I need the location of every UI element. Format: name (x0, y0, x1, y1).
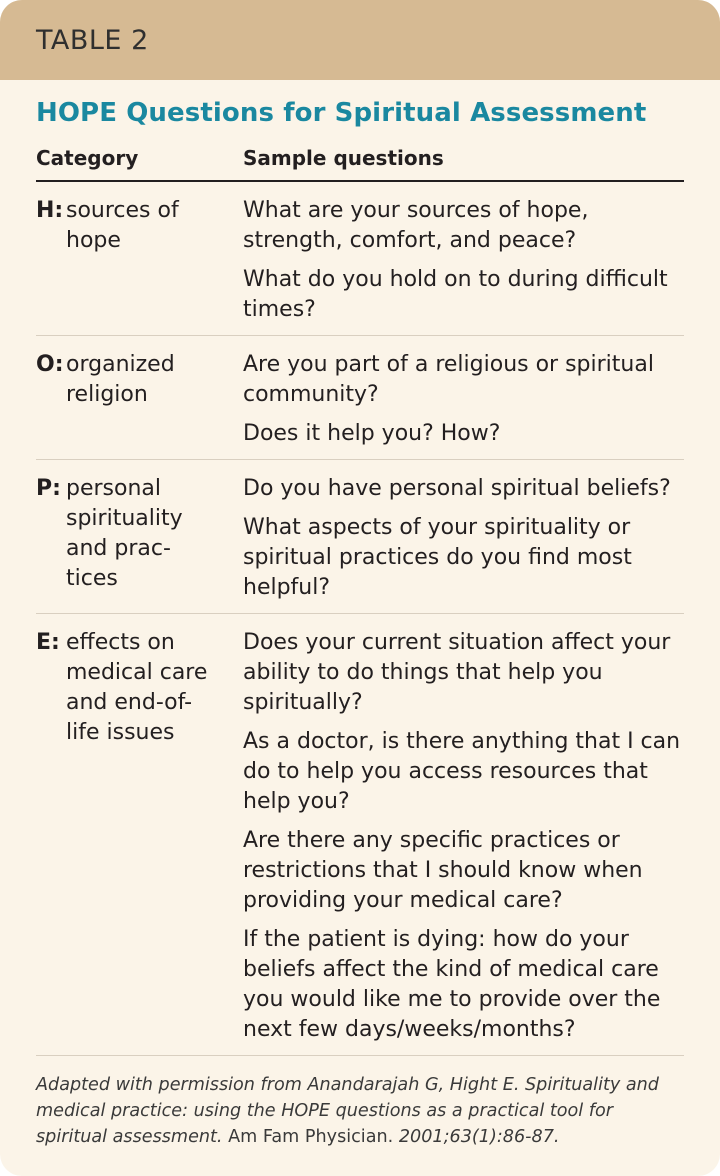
questions-cell (243, 350, 684, 449)
footnote-text: Adapted with permission from Anandarajah G, Hight E. Spirituality and medical practice: using the HOPE questions as a practical tool for spiritual assessment. (36, 1075, 659, 1147)
table-label: TABLE 2 (36, 24, 149, 56)
category-description: sources of hope (66, 198, 179, 253)
category-letter: P: (36, 476, 61, 501)
table-row (36, 336, 684, 460)
questions-cell (243, 628, 684, 1045)
category-description: personal spirituality and prac- tices (66, 476, 183, 591)
category-letter: O: (36, 352, 64, 377)
footnote-citation: 2001;63(1):86-87. (393, 1127, 560, 1147)
column-header-category: Category (36, 146, 139, 170)
category-description: organized religion (66, 352, 175, 407)
category-cell (36, 474, 243, 603)
category-letter: H: (36, 198, 64, 223)
category-description: effects on medical care and end-of- life issues (66, 630, 208, 745)
table-row (36, 182, 684, 336)
footnote-journal: Am Fam Physician. (228, 1127, 394, 1147)
question-item: What do you hold on to during difficult times? (243, 267, 668, 322)
question-item: Does your current situation affect your ability to do things that help you spiritually? (243, 630, 671, 715)
table-header-band (0, 0, 720, 80)
table-title: HOPE Questions for Spiritual Assessment (36, 98, 647, 128)
category-cell (36, 628, 243, 1045)
question-item: If the patient is dying: how do your beliefs affect the kind of medical care you would like me to provide over the next few days/weeks/months? (243, 927, 661, 1042)
category-letter: E: (36, 630, 60, 655)
question-item: Are you part of a religious or spiritual community? (243, 352, 654, 407)
question-item: Does it help you? How? (243, 421, 501, 446)
question-item: As a doctor, is there anything that I can do to help you access resources that help you? (243, 729, 681, 814)
questions-cell (243, 196, 684, 325)
table-row (36, 460, 684, 614)
question-item: Are there any specific practices or restrictions that I should know when providing your medical care? (243, 828, 643, 913)
category-cell (36, 196, 243, 325)
column-header-questions: Sample questions (243, 146, 444, 170)
questions-cell (243, 474, 684, 603)
table-row (36, 614, 684, 1056)
question-item: What aspects of your spirituality or spiritual practices do you find most helpful? (243, 515, 632, 600)
category-cell (36, 350, 243, 449)
question-item: What are your sources of hope, strength, comfort, and peace? (243, 198, 589, 253)
column-headers (36, 146, 684, 182)
source-footnote (36, 1072, 684, 1150)
question-item: Do you have personal spiritual beliefs? (243, 476, 671, 501)
table-content (0, 80, 720, 1150)
